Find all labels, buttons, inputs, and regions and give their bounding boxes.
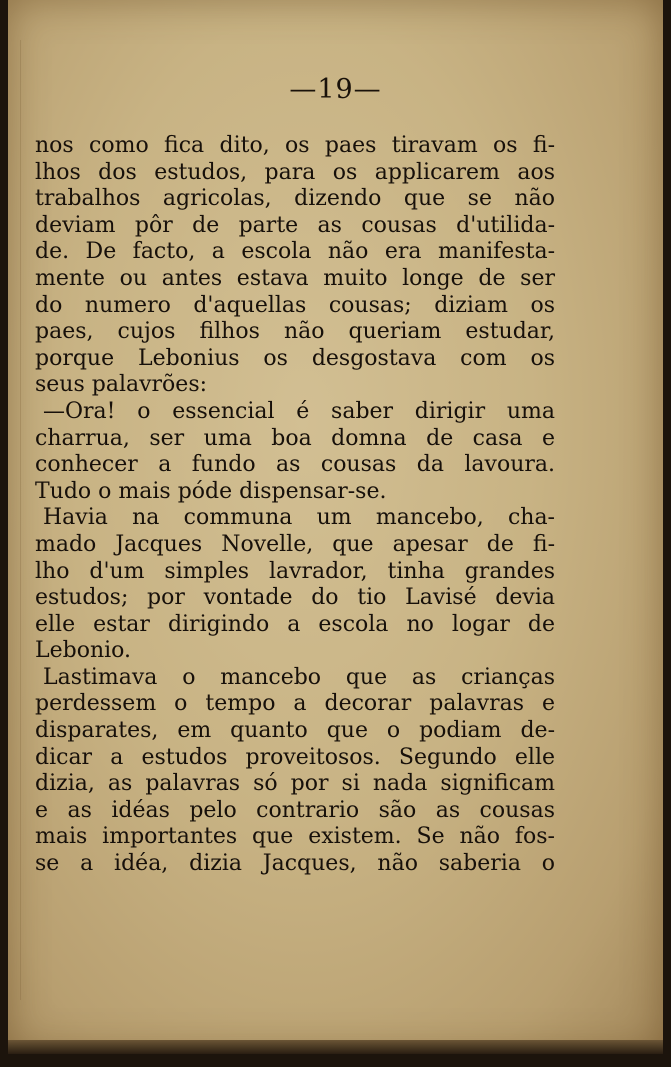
text-line: seus palavrões: [35, 372, 208, 398]
text-line: mais importantes que existem. Se não fos- [35, 824, 555, 850]
text-line: paes, cujos filhos não queriam estudar, [35, 319, 555, 345]
text-line: e as idéas pelo contrario são as cousas [35, 797, 555, 823]
text-line: conhecer a fundo as cousas da lavoura. [35, 452, 555, 478]
text-line: deviam pôr de parte as cousas d'utilida- [35, 212, 555, 238]
text-line: nos como fica dito, os paes tiravam os fi- [35, 133, 555, 158]
text-line: Lastimava o mancebo que as crianças [43, 664, 555, 690]
page-text [35, 133, 555, 878]
text-line: do numero d'aquellas cousas; diziam os [35, 292, 555, 318]
text-line: Tudo o mais póde dispensar-se. [35, 478, 387, 504]
text-line: lhos dos estudos, para os applicarem aos [35, 159, 555, 185]
text-line: de. De facto, a escola não era manifesta- [35, 239, 555, 265]
page-number: —19— [289, 74, 382, 105]
text-line: —Ora! o essencial é saber dirigir uma [43, 398, 555, 424]
text-line: estudos; por vontade do tio Lavisé devia [35, 585, 555, 611]
page-bottom-edge [8, 1040, 663, 1054]
text-line: lho d'um simples lavrador, tinha grandes [35, 558, 555, 584]
text-line: elle estar dirigindo a escola no logar de [35, 611, 555, 637]
text-line: mado Jacques Novelle, que apesar de fi- [35, 531, 555, 557]
text-line: se a idéa, dizia Jacques, não saberia o [35, 851, 555, 877]
text-line: disparates, em quanto que o podiam de- [35, 718, 555, 744]
text-line: porque Lebonius os desgostava com os [35, 345, 555, 371]
book-page [8, 0, 663, 1052]
text-line: dicar a estudos proveitosos. Segundo elle [35, 744, 555, 770]
text-line: charrua, ser uma boa domna de casa e [35, 425, 555, 451]
text-line: Havia na communa um mancebo, cha- [43, 505, 555, 531]
text-line: perdessem o tempo a decorar palavras e [35, 691, 555, 717]
text-line: trabalhos agricolas, dizendo que se não [35, 186, 555, 212]
text-line: Lebonio. [35, 638, 132, 664]
text-line: dizia, as palavras só por si nada significam [35, 771, 555, 797]
text-line: mente ou antes estava muito longe de ser [35, 265, 555, 291]
